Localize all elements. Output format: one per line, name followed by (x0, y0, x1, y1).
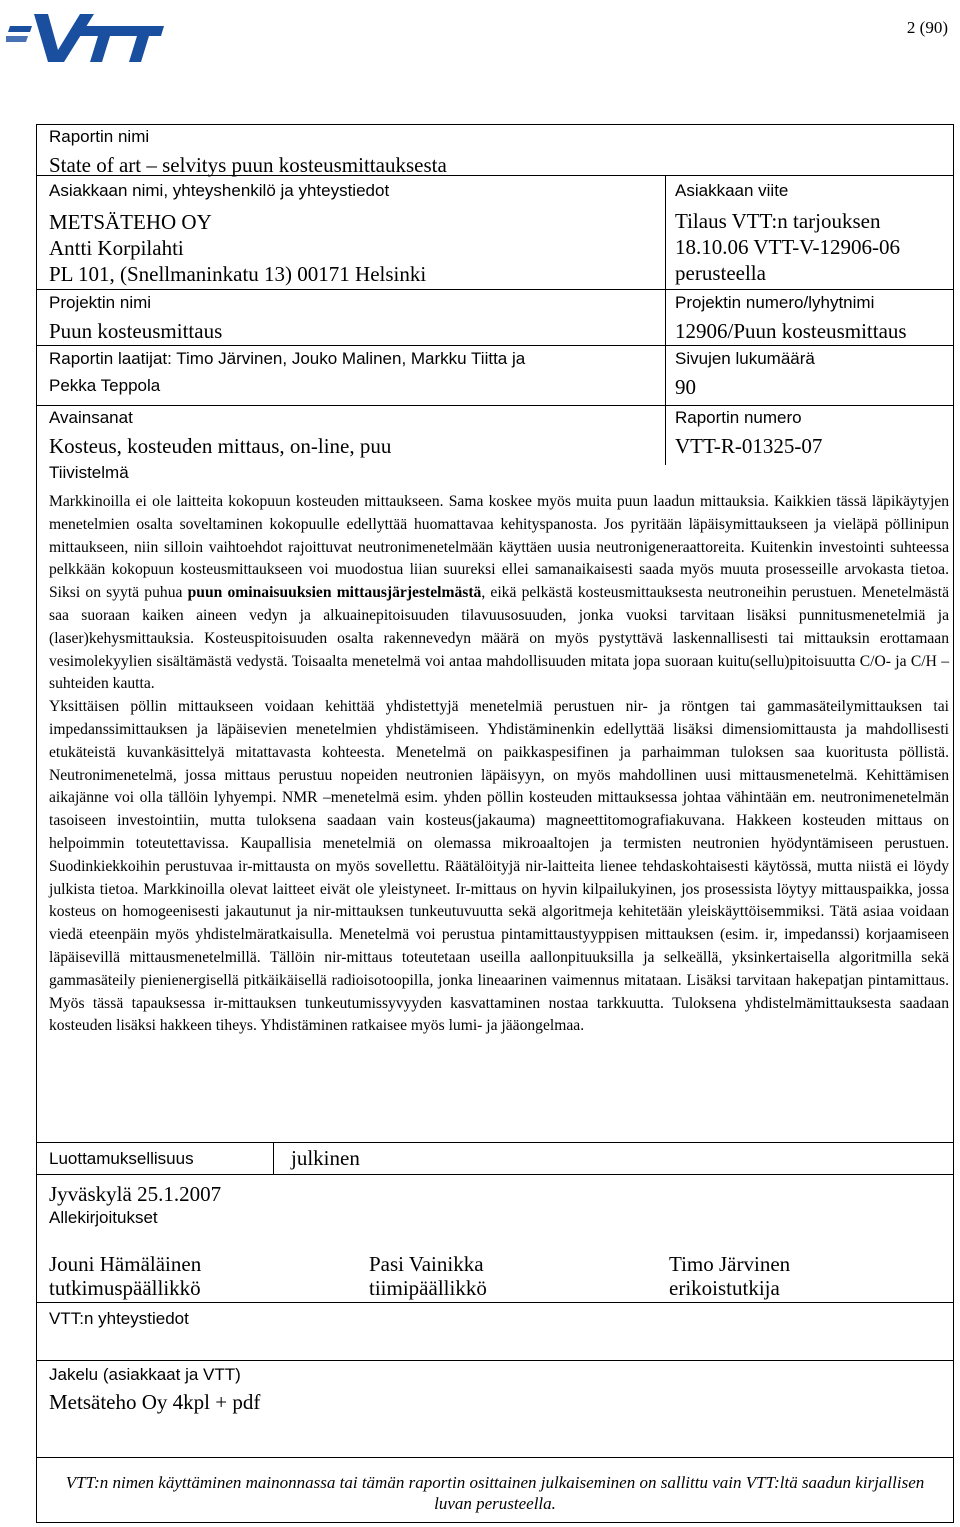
place-date: Jyväskylä 25.1.2007 (49, 1182, 222, 1206)
column-divider (665, 175, 666, 465)
confidentiality-divider (273, 1142, 274, 1174)
pages-label: Sivujen lukumäärä (675, 349, 815, 368)
signature-block (49, 1252, 201, 1300)
client-ref-line: 18.10.06 VTT-V-12906-06 (675, 235, 900, 259)
row-divider (37, 1457, 953, 1458)
client-address: PL 101, (Snellmaninkatu 13) 00171 Helsinki (49, 262, 427, 286)
abstract-paragraph (49, 491, 949, 696)
client-label: Asiakkaan nimi, yhteyshenkilö ja yhteystiedot (49, 181, 390, 200)
signer-title: tutkimuspäällikkö (49, 1276, 201, 1300)
keywords-label: Avainsanat (49, 408, 133, 427)
signer-title: tiimipäällikkö (369, 1276, 487, 1300)
row-divider (37, 1302, 953, 1303)
abstract-text-part: , eikä pelkästä kosteusmittauksesta neutroneihin perustuen. Menetelmästä saa suoraan kaiken aineen vedyn ja alkuainepitoisuuden tilavuusosuuden, jonka vuoksi tarvitaan lisäksi punnitusmenetelmiä ja (laser)kehysmittauksia. Kosteuspitoisuuden osalta rakennevedyn määrä on myös pystyttävä laskennallisesti tai mittauksin erottamaan vesimolekyylien sisältämästä vedystä. Toisaalta menetelmä voi antaa mahdollisuuden mitata jopa suoraan kuitu(sellu)pitoisuutta C/O- ja C/H –suhteiden kautta. (49, 584, 949, 693)
signer-name: Timo Järvinen (669, 1252, 791, 1276)
client-info (49, 209, 426, 287)
row-divider (37, 1174, 953, 1175)
contact-label: VTT:n yhteystiedot (49, 1309, 189, 1328)
abstract-text (49, 491, 949, 1038)
client-ref-value (675, 208, 900, 286)
authors-line1: Raportin laatijat: Timo Järvinen, Jouko Malinen, Markku Tiitta ja (49, 349, 526, 368)
project-name-value: Puun kosteusmittaus (49, 319, 223, 343)
vtt-logo (6, 6, 164, 64)
client-contact: Antti Korpilahti (49, 236, 184, 260)
abstract-bold-phrase: puun ominaisuuksien mittausjärjestelmästä (187, 584, 482, 602)
signer-title: erikoistutkija (669, 1276, 780, 1300)
client-name: METSÄTEHO OY (49, 210, 212, 234)
row-divider (37, 345, 953, 346)
pages-value: 90 (675, 375, 696, 399)
client-ref-line: Tilaus VTT:n tarjouksen (675, 209, 881, 233)
signature-block (669, 1252, 790, 1300)
signature-block (369, 1252, 487, 1300)
project-name-label: Projektin nimi (49, 293, 152, 312)
abstract-label: Tiivistelmä (49, 463, 129, 482)
report-name-label: Raportin nimi (49, 127, 150, 146)
page-number: 2 (90) (906, 18, 948, 37)
abstract-text-part: Markkinoilla ei ole laitteita kokopuun kosteuden mittaukseen. Sama koskee myös muita puun laadun mittauksia. Kaikkien tässä läpikäytyjen menetelmien osalta soveltaminen kokopuulle edellyttää huomattavaa kehityspanosta. Jos pyritään läpäisymittaukseen ja vieläpä pöllinipun mittaukseen, niin silloin vaihtoehdot rajoittuvat neutronimenetelmään käyttäen uusia neutronigeneraattoreita. Kuitenkin investointi suhteessa pelkkään kokopuun kosteusmittaukseen voi muodostua liian suureksi ellei samanaikaisesti saada myös muuta prosesseille arvokasta tietoa. Siksi on syytä puhua (49, 493, 949, 602)
report-number-value: VTT-R-01325-07 (675, 434, 823, 458)
confidentiality-label: Luottamuksellisuus (49, 1149, 194, 1168)
project-number-value: 12906/Puun kosteusmittaus (675, 319, 907, 343)
distribution-label: Jakelu (asiakkaat ja VTT) (49, 1365, 241, 1384)
signer-name: Pasi Vainikka (369, 1252, 484, 1276)
row-divider (37, 1142, 953, 1143)
report-description-form (36, 124, 954, 1523)
keywords-value: Kosteus, kosteuden mittaus, on-line, puu (49, 434, 392, 458)
abstract-paragraph: Yksittäisen pöllin mittaukseen voidaan kehittää yhdistettyjä menetelmiä perustuen nir- ja röntgen tai gammasäteilymittauksen tai impedanssimittauksen ja läpäisevien menetelmien yhdistämiseen. Yhdistäminenkin edellyttää lisäksi dimensiomittausta ja mahdollisesti etukäteistä kuvankäsittelyä mitattavasta kohteesta. Menetelmä on paikkaspesifinen ja parhaimman tuloksen saa kuoritusta pöllistä. Neutronimenetelmä, jossa mittaus perustuu nopeiden neutronien läpäisyyn, on myös mahdollinen uusi mittausmenetelmä. Kehittämisen aikajänne voi olla tällöin lyhyempi. NMR –menetelmä esim. yhden pöllin kosteuden mittauksessa johtaa vähintään em. neutronimenetelmän tasoiseen investointiin, mutta tuloksena saadaan vain kosteus(jakauma) magneettitomografiakuvana. Hakkeen kosteuden mittaus on helpoimmin toteutettavissa. Kaupallisia menetelmiä on olemassa mikroaaltojen ja termisten neutronien hyödyntämiseen perustuen. Suodinkiekkoihin perustuvaa ir-mittausta on myös sovellettu. Räätälöityjä nir-laitteita lienee tehdaskohtaisesti käytössä, mutta niistä ei löydy julkista tietoa. Markkinoilla olevat laitteet eivät ole yleistyneet. Ir-mittaus on hyvin kilpailukyinen, jos prosessista löytyy mittauspaikka, jossa kosteus on homogeenisesti jakautunut ja nir-mittauksen tunkeutuvuutta sekä algoritmeja kehitetään yleiskäyttöisemmiksi. Tätä asiaa voidaan viedä eteenpäin myös yhdistelmäratkaisulla. Menetelmä voi perustua pintamittaustyyppisen mittauksen (esim. ir, impedanssi) korjaamiseen läpäisevillä mittausmenetelmillä. Tällöin nir-mittaus toteutetaan useilla aallonpituuksilla ja selkeällä, yksinkertaisella algoritmilla sekä gammasäteily pienienergisellä pitkäikäisellä radioisotoopilla, jonka lineaarinen vaimennus mitataan. Lisäksi tarvitaan hakepatjan pintamittaus. Myös tässä tapauksessa ir-mittauksen tunkeutumissyvyyden kasvattaminen nostaa tarkkuutta. Tuloksena yhdistelmämittauksesta saadaan kosteuden lisäksi hakkeen tiheys. Yhdistäminen ratkaisee myös lumi- ja jääongelmaa. (49, 698, 949, 1035)
footer-note: VTT:n nimen käyttäminen mainonnassa tai tämän raportin osittainen julkaiseminen on sallittu vain VTT:ltä saadun kirjallisen luvan perusteella. (65, 1473, 925, 1513)
project-number-label: Projektin numero/lyhytnimi (675, 293, 875, 312)
confidentiality-value: julkinen (291, 1146, 360, 1170)
client-ref-line: perusteella (675, 261, 766, 285)
row-divider (37, 405, 953, 406)
signatures-label: Allekirjoitukset (49, 1208, 158, 1227)
row-divider (37, 289, 953, 290)
report-name-value: State of art – selvitys puun kosteusmittauksesta (49, 153, 447, 177)
row-divider (37, 1360, 953, 1361)
authors-line2: Pekka Teppola (49, 376, 161, 395)
report-number-label: Raportin numero (675, 408, 802, 427)
signer-name: Jouni Hämäläinen (49, 1252, 202, 1276)
distribution-value: Metsäteho Oy 4kpl + pdf (49, 1390, 261, 1414)
client-ref-label: Asiakkaan viite (675, 181, 789, 200)
